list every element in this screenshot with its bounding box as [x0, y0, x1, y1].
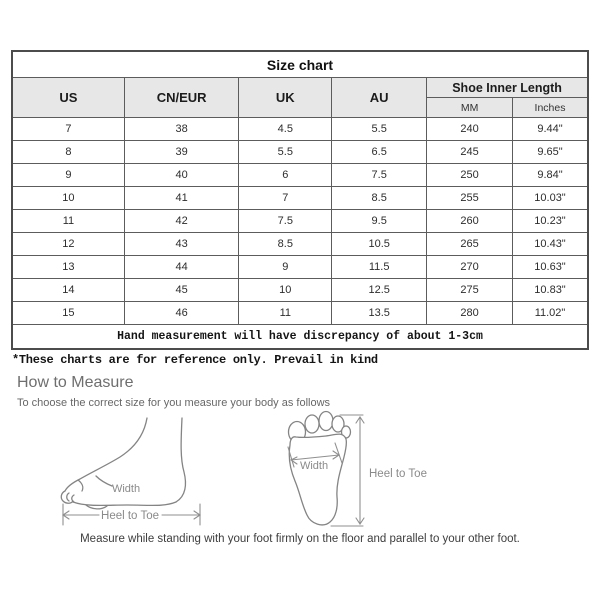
side-heel-to-toe-label: Heel to Toe — [101, 510, 159, 522]
size-cell: 38 — [124, 118, 239, 141]
table-footnote-row — [12, 325, 588, 350]
size-cell: 270 — [427, 256, 513, 279]
size-cell: 42 — [124, 210, 239, 233]
size-cell: 6.5 — [332, 141, 427, 164]
size-cell: 7 — [12, 118, 124, 141]
size-cell: 40 — [124, 164, 239, 187]
size-cell: 45 — [124, 279, 239, 302]
size-cell: 14 — [12, 279, 124, 302]
table-row — [12, 141, 588, 164]
table-row — [12, 187, 588, 210]
size-cell: 9.5 — [332, 210, 427, 233]
size-cell: 11.02" — [513, 302, 589, 325]
column-header-cn-eur: CN/EUR — [124, 78, 239, 118]
table-title-row — [12, 51, 588, 78]
size-cell: 13 — [12, 256, 124, 279]
size-cell: 275 — [427, 279, 513, 302]
size-cell: 9.84" — [513, 164, 589, 187]
table-row — [12, 256, 588, 279]
size-cell: 10.5 — [332, 233, 427, 256]
size-cell: 9 — [12, 164, 124, 187]
size-cell: 10.83" — [513, 279, 589, 302]
size-cell: 280 — [427, 302, 513, 325]
size-cell: 43 — [124, 233, 239, 256]
size-cell: 260 — [427, 210, 513, 233]
size-cell: 10.43" — [513, 233, 589, 256]
size-cell: 8.5 — [239, 233, 332, 256]
size-cell: 245 — [427, 141, 513, 164]
column-header-row — [12, 78, 588, 98]
side-foot-diagram — [52, 412, 212, 537]
size-cell: 44 — [124, 256, 239, 279]
size-cell: 46 — [124, 302, 239, 325]
size-cell: 250 — [427, 164, 513, 187]
column-header-inner-length: Shoe Inner Length — [427, 78, 588, 98]
size-cell: 41 — [124, 187, 239, 210]
size-cell: 9.44" — [513, 118, 589, 141]
size-cell: 12 — [12, 233, 124, 256]
size-cell: 11.5 — [332, 256, 427, 279]
column-header-inches: Inches — [513, 98, 589, 118]
column-header-us: US — [12, 78, 124, 118]
side-width-label: Width — [111, 483, 141, 495]
table-title: Size chart — [12, 51, 588, 78]
table-row — [12, 118, 588, 141]
size-cell: 10.63" — [513, 256, 589, 279]
size-cell: 10.23" — [513, 210, 589, 233]
size-cell: 13.5 — [332, 302, 427, 325]
measure-instruction: Measure while standing with your foot firmly on the floor and parallel to your other foot. — [80, 533, 520, 545]
size-chart-table — [11, 50, 589, 350]
size-cell: 10 — [12, 187, 124, 210]
how-to-measure-heading: How to Measure — [17, 374, 134, 391]
table-row — [12, 302, 588, 325]
size-cell: 8.5 — [332, 187, 427, 210]
size-cell: 6 — [239, 164, 332, 187]
size-cell: 7 — [239, 187, 332, 210]
size-cell: 39 — [124, 141, 239, 164]
table-row — [12, 164, 588, 187]
size-cell: 5.5 — [239, 141, 332, 164]
table-footnote: Hand measurement will have discrepancy of about 1-3cm — [12, 325, 588, 350]
side-foot-outline — [61, 418, 185, 509]
size-cell: 255 — [427, 187, 513, 210]
top-heel-to-toe-label: Heel to Toe — [369, 468, 427, 480]
size-cell: 11 — [239, 302, 332, 325]
size-cell: 4.5 — [239, 118, 332, 141]
size-cell: 9.65" — [513, 141, 589, 164]
size-cell: 265 — [427, 233, 513, 256]
reference-note: *These charts are for reference only. Prevail in kind — [12, 353, 378, 367]
top-foot-diagram — [283, 405, 443, 540]
size-cell: 5.5 — [332, 118, 427, 141]
top-width-label: Width — [299, 460, 329, 472]
size-cell: 11 — [12, 210, 124, 233]
table-row — [12, 279, 588, 302]
table-row — [12, 210, 588, 233]
column-header-mm: MM — [427, 98, 513, 118]
size-cell: 7.5 — [332, 164, 427, 187]
size-cell: 9 — [239, 256, 332, 279]
size-cell: 10 — [239, 279, 332, 302]
column-header-uk: UK — [239, 78, 332, 118]
size-cell: 7.5 — [239, 210, 332, 233]
how-to-measure-subtitle: To choose the correct size for you measure your body as follows — [17, 397, 331, 409]
column-header-au: AU — [332, 78, 427, 118]
footprint-outline — [289, 434, 346, 525]
size-cell: 10.03" — [513, 187, 589, 210]
size-cell: 12.5 — [332, 279, 427, 302]
table-row — [12, 233, 588, 256]
size-cell: 8 — [12, 141, 124, 164]
size-cell: 240 — [427, 118, 513, 141]
size-table-body — [12, 118, 588, 325]
size-cell: 15 — [12, 302, 124, 325]
